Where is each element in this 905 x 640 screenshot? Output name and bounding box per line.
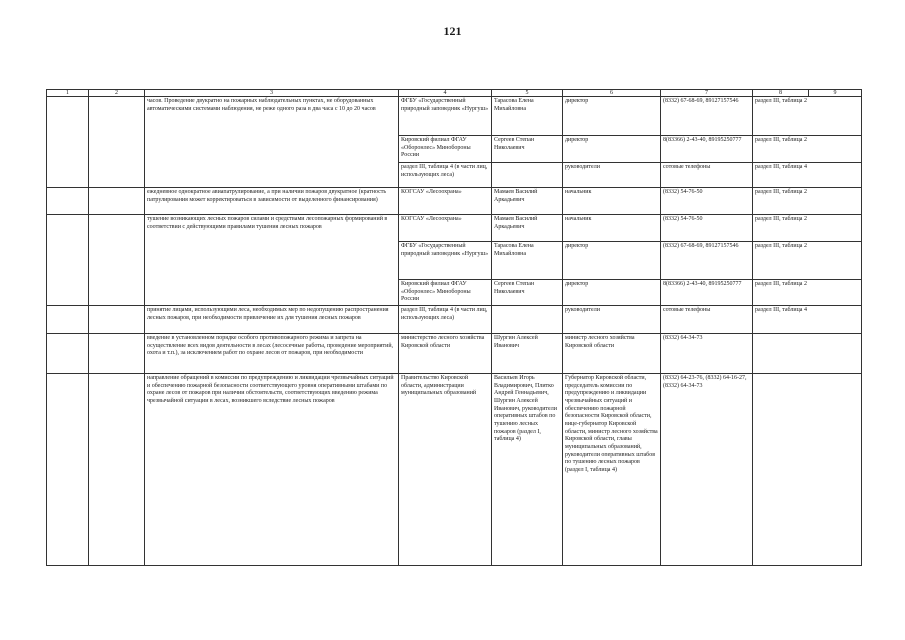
person-cell: Сергеев Степан Николаевич — [492, 136, 563, 163]
activity-cell: введение в установленном порядке особого противопожарного режима и запрета на осуществление всех видов деятельности в лесах (лесосечные работы, проведение мероприятий, охота и т.п.), за исключением работ по охране лесов от пожаров, при необходимости — [145, 334, 399, 374]
position-cell: руководители — [563, 163, 661, 188]
organization-cell: раздел III, таблица 4 (в части лиц, использующих леса) — [399, 163, 492, 188]
empty-cell — [89, 334, 145, 374]
column-number-row — [47, 90, 862, 97]
reference-cell: раздел III, таблица 2 — [753, 242, 862, 280]
position-cell: начальник — [563, 188, 661, 215]
position-cell: директор — [563, 97, 661, 136]
table-row — [47, 334, 862, 374]
organization-cell: Кировский филиал ФГАУ «Оборонлес» Минобороны России — [399, 280, 492, 306]
table-row — [47, 97, 862, 136]
position-cell: руководители — [563, 306, 661, 334]
table-row — [47, 215, 862, 242]
activity-cell: принятие лицами, использующими леса, необходимых мер по недопущению распространения лесных пожаров, при необходимости привлечение их для тушения лесных пожаров — [145, 306, 399, 334]
phone-cell: (8332) 64-23-76, (8332) 64-16-27, (8332) 64-34-73 — [661, 374, 753, 566]
column-number: 3 — [145, 90, 399, 97]
empty-cell — [47, 334, 89, 374]
reference-cell: раздел III, таблица 4 — [753, 163, 862, 188]
position-cell: министр лесного хозяйства Кировской области — [563, 334, 661, 374]
reference-cell: раздел III, таблица 2 — [753, 280, 862, 306]
column-number: 6 — [563, 90, 661, 97]
empty-cell — [89, 306, 145, 334]
empty-cell — [89, 374, 145, 566]
table-row — [47, 306, 862, 334]
organization-cell: Правительство Кировской области, администрации муниципальных образований — [399, 374, 492, 566]
page-number: 121 — [443, 24, 462, 38]
position-cell: директор — [563, 280, 661, 306]
person-cell: Тарасова Елена Михайловна — [492, 242, 563, 280]
empty-cell — [47, 215, 89, 306]
phone-cell: (8332) 54-76-50 — [661, 215, 753, 242]
person-cell — [492, 163, 563, 188]
empty-cell — [47, 97, 89, 188]
organization-cell: КОГСАУ «Лесоохрана» — [399, 215, 492, 242]
phone-cell: (8332) 54-76-50 — [661, 188, 753, 215]
phone-cell: сотовые телефоны — [661, 163, 753, 188]
empty-cell — [47, 188, 89, 215]
reference-cell: раздел III, таблица 2 — [753, 97, 862, 136]
empty-cell — [47, 374, 89, 566]
position-cell: начальник — [563, 215, 661, 242]
person-cell: Мамаев Василий Аркадьевич — [492, 188, 563, 215]
person-cell: Тарасова Елена Михайловна — [492, 97, 563, 136]
column-number: 5 — [492, 90, 563, 97]
organization-cell: КОГСАУ «Лесоохрана» — [399, 188, 492, 215]
phone-cell: 8(83366) 2-43-40, 89195250777 — [661, 136, 753, 163]
activity-cell: ежедневное однократное авиапатрулирование, а при наличии пожаров двукратное (кратность патрулирования может корректироваться в зависимости от выделенного финансирования) — [145, 188, 399, 215]
empty-cell — [47, 306, 89, 334]
organization-cell: ФГБУ «Государственный природный заповедник «Нургуш» — [399, 242, 492, 280]
person-cell — [492, 306, 563, 334]
reference-cell: раздел III, таблица 2 — [753, 215, 862, 242]
column-number: 1 — [47, 90, 89, 97]
position-cell: директор — [563, 136, 661, 163]
column-number: 8 — [753, 90, 809, 97]
column-number: 7 — [661, 90, 753, 97]
column-number: 4 — [399, 90, 492, 97]
phone-cell: (8332) 64-34-73 — [661, 334, 753, 374]
position-cell: директор — [563, 242, 661, 280]
reference-cell — [753, 374, 862, 566]
organization-cell: Кировский филиал ФГАУ «Оборонлес» Минобороны России — [399, 136, 492, 163]
table-row — [47, 188, 862, 215]
activity-cell: тушение возникающих лесных пожаров силами и средствами лесопожарных формирований в соответствии с действующими правилами тушения лесных пожаров — [145, 215, 399, 306]
person-cell: Шургин Алексей Иванович — [492, 334, 563, 374]
person-cell: Сергеев Степан Николаевич — [492, 280, 563, 306]
activity-cell: часов. Проведение двукратно на пожарных наблюдательных пунктах, не оборудованных автоматическими системами наблюдения, не реже одного раза в два часа с 10 до 20 часов — [145, 97, 399, 188]
column-number: 2 — [89, 90, 145, 97]
empty-cell — [89, 188, 145, 215]
person-cell: Мамаев Василий Аркадьевич — [492, 215, 563, 242]
phone-cell: (8332) 67-68-69, 89127157546 — [661, 242, 753, 280]
reference-cell: раздел III, таблица 2 — [753, 136, 862, 163]
phone-cell: 8(83366) 2-43-40, 89195250777 — [661, 280, 753, 306]
plan-table — [46, 89, 862, 566]
activity-cell: направление обращений в комиссии по предупреждению и ликвидации чрезвычайных ситуаций и обеспечению пожарной безопасности соответствующего уровня оперативными штабами по охране лесов от пожаров при наличии обстоятельств, соответствующих введению режима чрезвычайной ситуации в лесах, возникшего вследствие лесных пожаров — [145, 374, 399, 566]
table-body — [47, 90, 862, 566]
organization-cell: ФГБУ «Государственный природный заповедник «Нургуш» — [399, 97, 492, 136]
reference-cell — [753, 334, 862, 374]
organization-cell: раздел III, таблица 4 (в части лиц, использующих леса) — [399, 306, 492, 334]
empty-cell — [89, 215, 145, 306]
reference-cell: раздел III, таблица 2 — [753, 188, 862, 215]
column-number: 9 — [809, 90, 862, 97]
phone-cell: сотовые телефоны — [661, 306, 753, 334]
empty-cell — [89, 97, 145, 188]
organization-cell: министерство лесного хозяйства Кировской области — [399, 334, 492, 374]
person-cell: Васильев Игорь Владимирович, Плитко Андрей Геннадьевич, Шургин Алексей Иванович, руководители оперативных штабов по тушению лесных пожаров (раздел I, таблица 4) — [492, 374, 563, 566]
phone-cell: (8332) 67-68-69, 89127157546 — [661, 97, 753, 136]
position-cell: Губернатор Кировской области, председатель комиссии по предупреждению и ликвидации чрезвычайных ситуаций и обеспечению пожарной безопасности Кировской области, вице-губернатор Кировской области, министр лесного хозяйства Кировской области, главы муниципальных образований, руководители оперативных штабов по тушению лесных пожаров (раздел I, таблица 4) — [563, 374, 661, 566]
table-row — [47, 374, 862, 566]
reference-cell: раздел III, таблица 4 — [753, 306, 862, 334]
